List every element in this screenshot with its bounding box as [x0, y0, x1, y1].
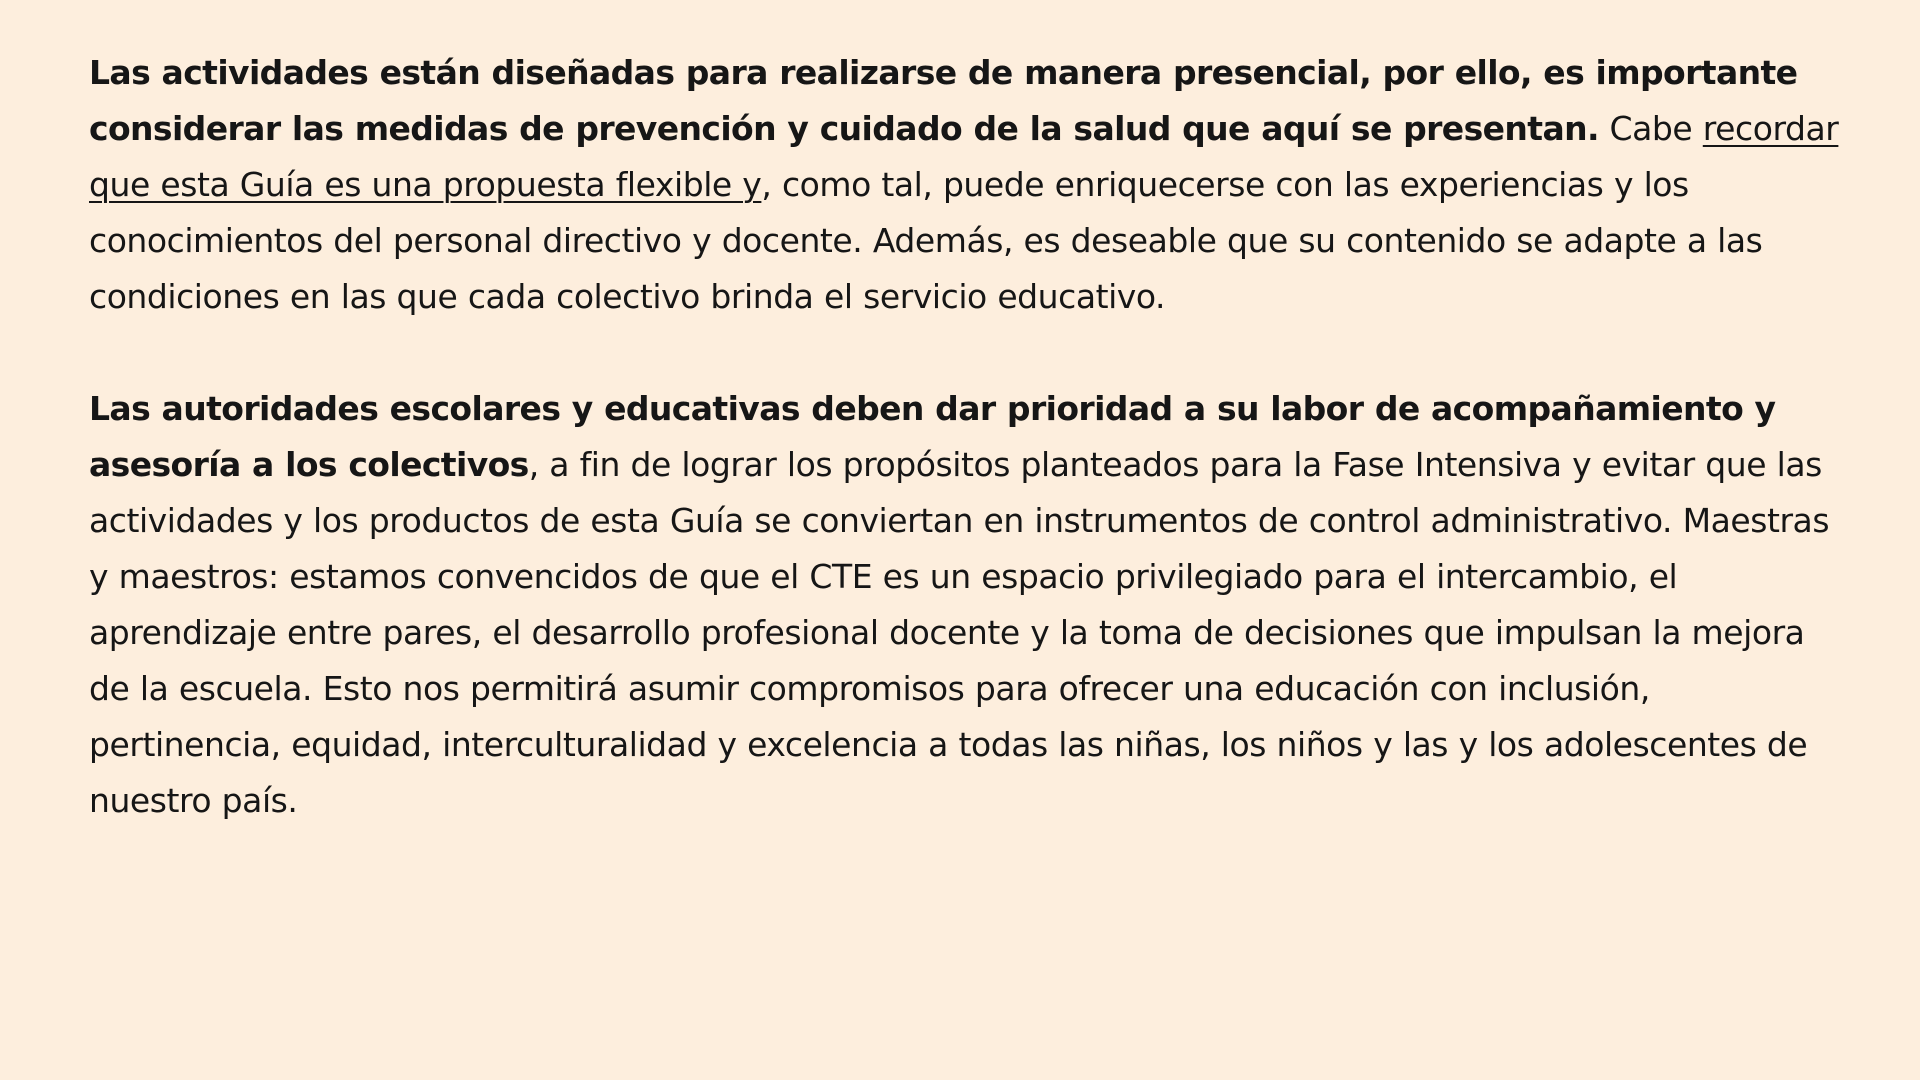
paragraph-2 [89, 381, 1840, 829]
paragraph-1-text-after-link: , como tal, puede enriquecerse con las experiencias y los conocimientos del personal directivo y docente. Además, es deseable que su contenido se adapte a las condiciones en las que cada colectivo brinda el servicio educativo. [89, 165, 1763, 316]
paragraph-1 [89, 45, 1840, 325]
paragraph-2-text: , a fin de lograr los propósitos planteados para la Fase Intensiva y evitar que las actividades y los productos de esta Guía se conviertan en instrumentos de control administrativo. Maestras y maestros: estamos convencidos de que el CTE es un espacio privilegiado para el intercambio, el aprendizaje entre pares, el desarrollo profesional docente y la toma de decisiones que impulsan la mejora de la escuela. Esto nos permitirá asumir compromisos para ofrecer una educación con inclusión, pertinencia, equidad, interculturalidad y excelencia a todas las niñas, los niños y las y los adolescentes de nuestro país. [89, 445, 1830, 820]
paragraph-2-bold-text: Las autoridades escolares y educativas deben dar prioridad a su labor de acompañamiento y asesoría a los colectivos [89, 389, 1776, 484]
paragraph-1-bold-text: Las actividades están diseñadas para realizarse de manera presencial, por ello, es importante considerar las medidas de prevención y cuidado de la salud que aquí se presentan. [89, 53, 1798, 148]
paragraph-1-text-before-link: Cabe [1598, 109, 1703, 148]
flexible-guide-link[interactable]: recordar que esta Guía es una propuesta flexible y [89, 109, 1839, 204]
